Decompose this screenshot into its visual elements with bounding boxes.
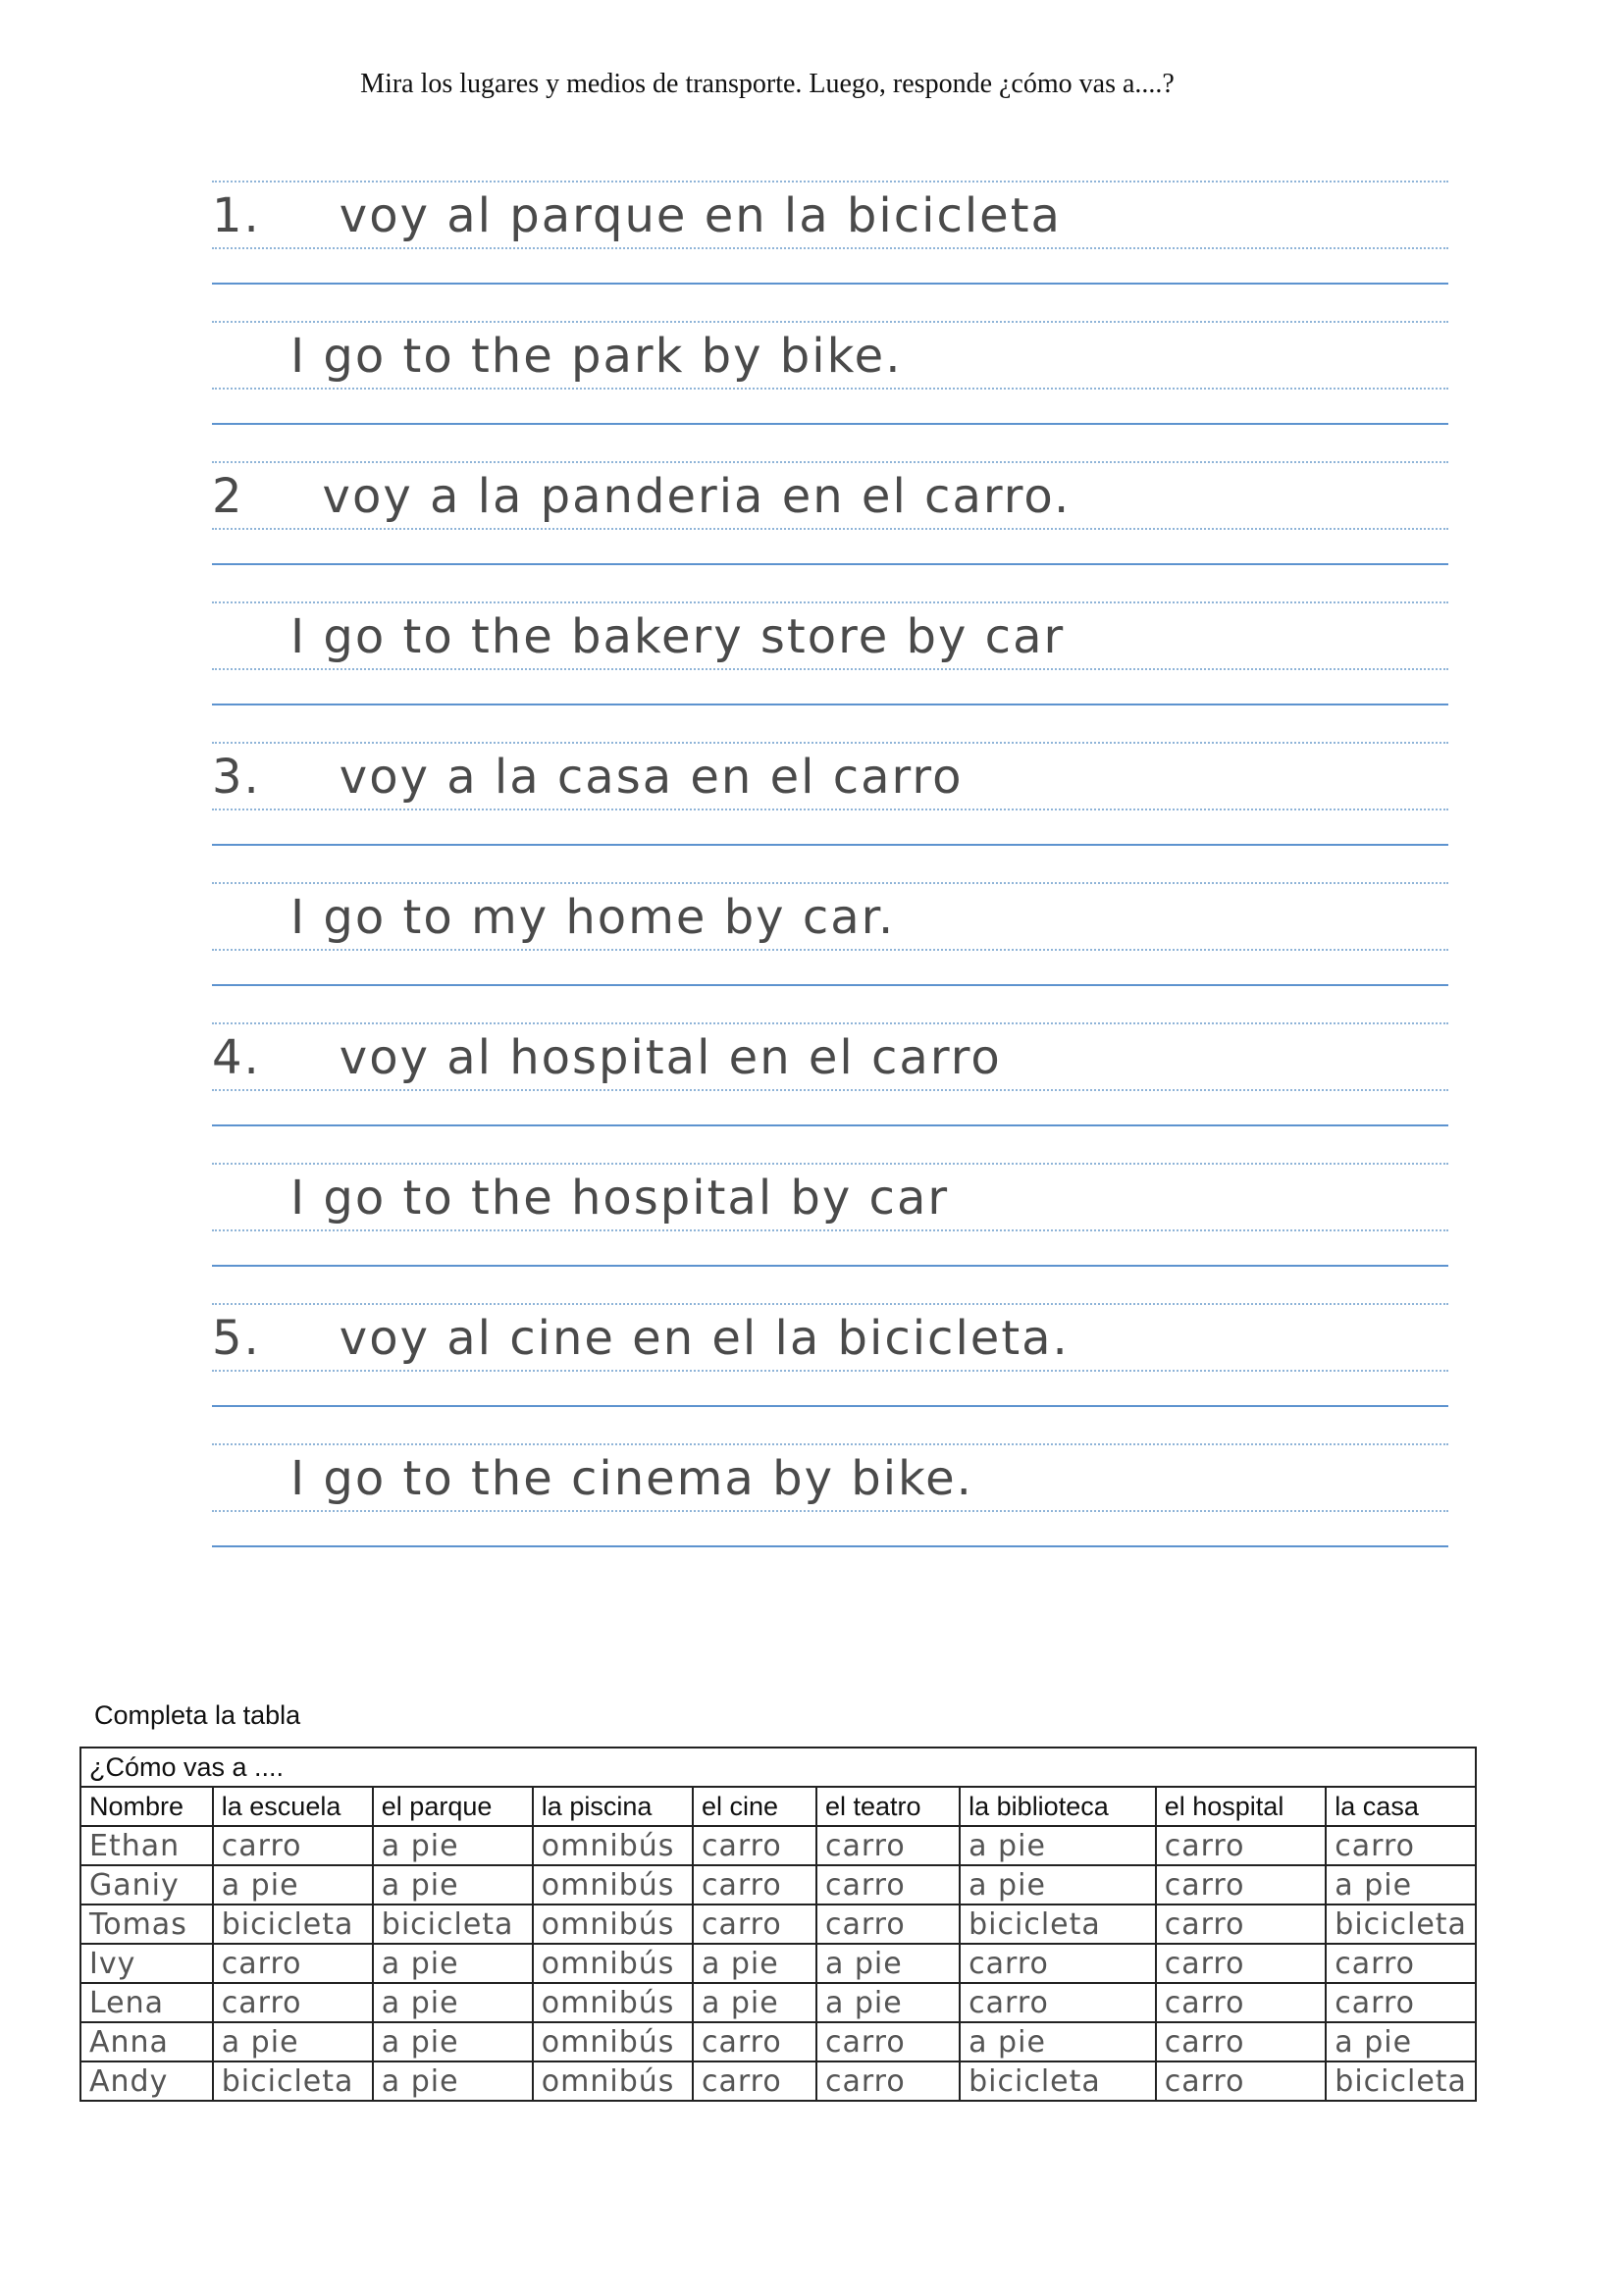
transport-cell: carro: [693, 1865, 816, 1905]
answer-number: 2: [212, 469, 244, 524]
transport-cell: omnibús: [533, 1826, 693, 1865]
transport-cell: carro: [1326, 1944, 1476, 1983]
answer-text: voy al parque en la bicicleta: [339, 188, 1062, 243]
guide-dotted-line: [212, 742, 1448, 744]
handwritten-answer: [212, 1311, 1070, 1366]
transport-cell: carro: [693, 2022, 816, 2061]
student-name-cell: Tomas: [80, 1905, 213, 1944]
table-section-title: Completa la tabla: [94, 1700, 301, 1730]
transport-cell: carro: [960, 1944, 1156, 1983]
answer-line: [212, 878, 1448, 1018]
guide-dotted-line: [212, 181, 1448, 183]
table-row: [80, 1944, 1476, 1983]
student-name-cell: Andy: [80, 2061, 213, 2101]
transport-cell: carro: [1156, 1983, 1327, 2022]
transport-cell: omnibús: [533, 1865, 693, 1905]
transport-cell: carro: [1156, 1944, 1327, 1983]
transport-cell: a pie: [816, 1944, 960, 1983]
handwritten-answer: [212, 469, 1071, 524]
handwritten-answer: [212, 1451, 973, 1506]
transport-cell: a pie: [373, 2022, 533, 2061]
handwritten-answer: [212, 329, 902, 384]
transport-cell: a pie: [1326, 1865, 1476, 1905]
column-header: la piscina: [533, 1787, 693, 1826]
transport-cell: carro: [816, 2022, 960, 2061]
answer-text: voy a la panderia en el carro.: [322, 469, 1072, 524]
answer-text: I go to the cinema by bike.: [290, 1451, 973, 1506]
transport-cell: omnibús: [533, 2022, 693, 2061]
answer-text: voy a la casa en el carro: [339, 750, 964, 805]
guide-dotted-line: [212, 949, 1448, 951]
transport-cell: carro: [1156, 1905, 1327, 1944]
transport-cell: carro: [960, 1983, 1156, 2022]
transport-cell: a pie: [373, 1944, 533, 1983]
transport-cell: carro: [1156, 1865, 1327, 1905]
transport-cell: a pie: [960, 2022, 1156, 2061]
table-row: [80, 1905, 1476, 1944]
transport-cell: a pie: [1326, 2022, 1476, 2061]
transport-cell: bicicleta: [213, 2061, 373, 2101]
transport-cell: bicicleta: [1326, 2061, 1476, 2101]
transport-cell: bicicleta: [960, 2061, 1156, 2101]
transport-cell: carro: [816, 1865, 960, 1905]
guide-solid-line: [212, 283, 1448, 285]
answer-line: [212, 317, 1448, 457]
transport-cell: carro: [693, 2061, 816, 2101]
answer-text: I go to the park by bike.: [290, 329, 903, 384]
transport-cell: a pie: [373, 1865, 533, 1905]
guide-solid-line: [212, 423, 1448, 425]
transport-cell: carro: [693, 1826, 816, 1865]
transport-cell: a pie: [373, 1983, 533, 2022]
guide-dotted-line: [212, 461, 1448, 463]
guide-dotted-line: [212, 1089, 1448, 1091]
table-row: [80, 2061, 1476, 2101]
guide-dotted-line: [212, 247, 1448, 249]
column-header: Nombre: [80, 1787, 213, 1826]
transport-cell: carro: [816, 1826, 960, 1865]
answer-number: 3.: [212, 750, 261, 805]
answer-line: [212, 1159, 1448, 1299]
student-name-cell: Ganiy: [80, 1865, 213, 1905]
answer-number: 4.: [212, 1030, 261, 1085]
guide-dotted-line: [212, 528, 1448, 530]
guide-dotted-line: [212, 321, 1448, 323]
answer-line: [212, 457, 1448, 598]
transport-cell: omnibús: [533, 2061, 693, 2101]
transport-table: [79, 1747, 1477, 2102]
handwritten-answer: [212, 890, 895, 945]
guide-solid-line: [212, 1124, 1448, 1126]
transport-cell: omnibús: [533, 1983, 693, 2022]
instruction-text: Mira los lugares y medios de transporte. Luego, responde ¿cómo vas a....?: [360, 69, 1175, 99]
transport-cell: a pie: [693, 1944, 816, 1983]
guide-dotted-line: [212, 388, 1448, 390]
transport-cell: carro: [213, 1983, 373, 2022]
transport-cell: carro: [1326, 1826, 1476, 1865]
transport-cell: bicicleta: [1326, 1905, 1476, 1944]
column-header: la casa: [1326, 1787, 1476, 1826]
transport-cell: a pie: [373, 2061, 533, 2101]
transport-cell: carro: [213, 1944, 373, 1983]
transport-cell: a pie: [213, 1865, 373, 1905]
guide-dotted-line: [212, 1510, 1448, 1512]
answer-line: [212, 1439, 1448, 1580]
answer-text: voy al cine en el la bicicleta.: [339, 1311, 1070, 1366]
answer-line: [212, 1018, 1448, 1159]
table-row: [80, 1826, 1476, 1865]
transport-cell: a pie: [213, 2022, 373, 2061]
guide-solid-line: [212, 563, 1448, 565]
answer-text: I go to the bakery store by car: [290, 609, 1066, 664]
guide-solid-line: [212, 704, 1448, 705]
answer-line: [212, 738, 1448, 878]
transport-cell: a pie: [960, 1865, 1156, 1905]
handwritten-answer: [212, 1171, 949, 1226]
table-row: [80, 2022, 1476, 2061]
column-header: la biblioteca: [960, 1787, 1156, 1826]
guide-dotted-line: [212, 1303, 1448, 1305]
transport-cell: bicicleta: [373, 1905, 533, 1944]
transport-cell: a pie: [960, 1826, 1156, 1865]
guide-solid-line: [212, 844, 1448, 846]
answer-line: [212, 598, 1448, 738]
transport-cell: carro: [1326, 1983, 1476, 2022]
transport-cell: carro: [1156, 1826, 1327, 1865]
student-name-cell: Anna: [80, 2022, 213, 2061]
guide-dotted-line: [212, 1229, 1448, 1231]
answer-line: [212, 177, 1448, 317]
transport-cell: a pie: [693, 1983, 816, 2022]
answer-number: 5.: [212, 1311, 261, 1366]
handwritten-answer: [212, 1030, 1002, 1085]
guide-dotted-line: [212, 1022, 1448, 1024]
lined-answer-sheet: [212, 177, 1448, 1570]
column-header: la escuela: [213, 1787, 373, 1826]
table-header-row: [80, 1787, 1476, 1826]
transport-cell: carro: [693, 1905, 816, 1944]
transport-cell: carro: [1156, 2022, 1327, 2061]
transport-cell: bicicleta: [960, 1905, 1156, 1944]
guide-dotted-line: [212, 882, 1448, 884]
answer-text: I go to my home by car.: [290, 890, 896, 945]
transport-cell: carro: [816, 2061, 960, 2101]
column-header: el parque: [373, 1787, 533, 1826]
handwritten-answer: [212, 188, 1062, 243]
column-header: el cine: [693, 1787, 816, 1826]
guide-solid-line: [212, 984, 1448, 986]
transport-cell: omnibús: [533, 1905, 693, 1944]
guide-dotted-line: [212, 1443, 1448, 1445]
handwritten-answer: [212, 609, 1065, 664]
answer-text: I go to the hospital by car: [290, 1171, 950, 1226]
guide-dotted-line: [212, 601, 1448, 603]
transport-cell: bicicleta: [213, 1905, 373, 1944]
student-name-cell: Ethan: [80, 1826, 213, 1865]
guide-dotted-line: [212, 668, 1448, 670]
table-row: [80, 1865, 1476, 1905]
column-header: el hospital: [1156, 1787, 1327, 1826]
transport-cell: a pie: [373, 1826, 533, 1865]
column-header: el teatro: [816, 1787, 960, 1826]
guide-dotted-line: [212, 809, 1448, 810]
guide-solid-line: [212, 1545, 1448, 1547]
transport-cell: carro: [816, 1905, 960, 1944]
transport-cell: carro: [213, 1826, 373, 1865]
answer-number: 1.: [212, 188, 261, 243]
student-name-cell: Ivy: [80, 1944, 213, 1983]
transport-cell: carro: [1156, 2061, 1327, 2101]
answer-text: voy al hospital en el carro: [339, 1030, 1002, 1085]
guide-solid-line: [212, 1265, 1448, 1267]
guide-dotted-line: [212, 1163, 1448, 1165]
transport-cell: a pie: [816, 1983, 960, 2022]
guide-dotted-line: [212, 1370, 1448, 1372]
table-caption: ¿Cómo vas a ....: [80, 1748, 1476, 1787]
answer-line: [212, 1299, 1448, 1439]
guide-solid-line: [212, 1405, 1448, 1407]
table-row: [80, 1983, 1476, 2022]
transport-cell: omnibús: [533, 1944, 693, 1983]
handwritten-answer: [212, 750, 963, 805]
student-name-cell: Lena: [80, 1983, 213, 2022]
